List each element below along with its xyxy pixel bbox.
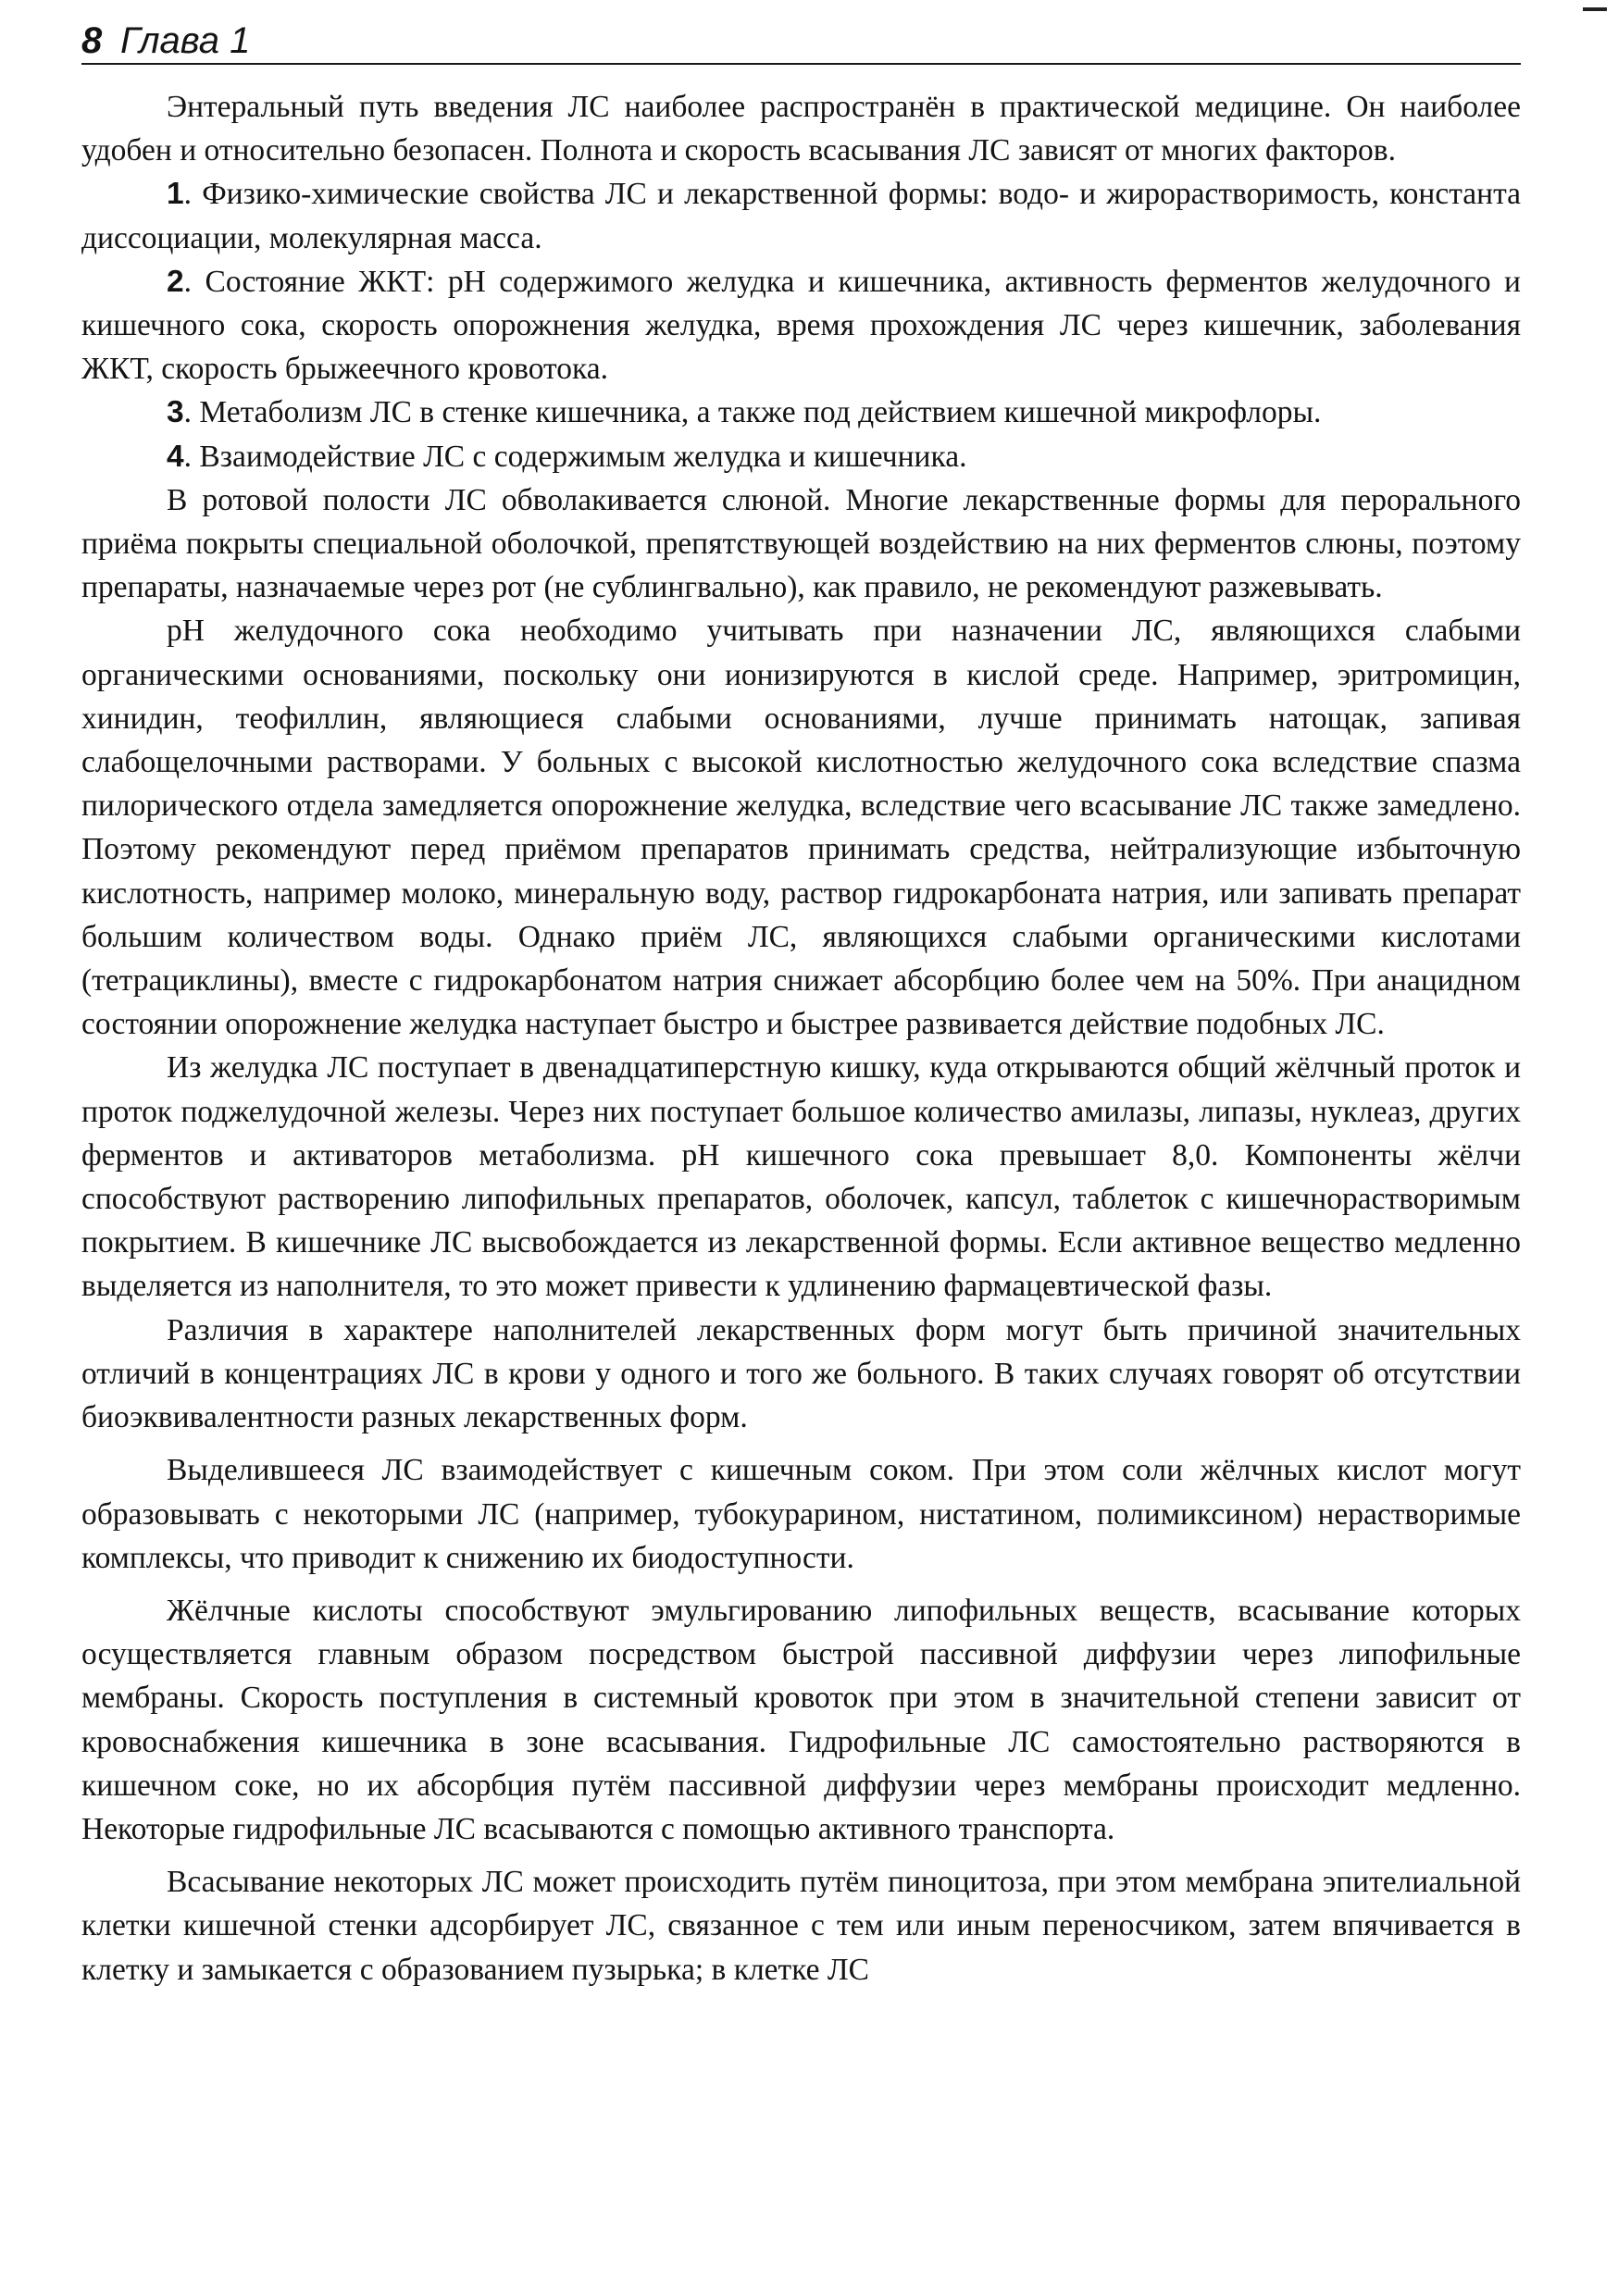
item-number: 2 [167,264,184,299]
factor-item-4: 4. Взаимодействие ЛС с содержимым желудка и кишечника. [167,439,967,474]
paragraph-gastric-ph: рН желудочного сока необходимо учитывать при назначении ЛС, являющихся слабыми органическими основаниями, поскольку они ионизируются в кислой среде. Например, эритромицин, хинидин, теофиллин, являющиеся слабыми основаниями, лучше принимать натощак, запивая слабощелочными растворами. У больных с высокой кислотностью желудочного сока вследствие спазма пилорического отдела замедляется опорожнение желудка, вследствие чего всасывание ЛС также замедлено. Поэтому рекомендуют перед приёмом препаратов принимать средства, нейтрализующие избыточную кислотность, например молоко, минеральную воду, раствор гидрокарбоната натрия, или запивать препарат большим количеством воды. Однако приём ЛС, являющихся слабыми органическими кислотами (тетрациклины), вместе с гидрокарбонатом натрия снижает абсорбцию более чем на 50%. При анацидном состоянии опорожнение желудка наступает быстро и быстрее развивается действие подобных ЛС. [81,614,1521,1042]
factor-item-2: 2. Состояние ЖКТ: рН содержимого желудка и кишечника, активность ферментов желудочного и кишечного сока, скорость опорожнения желудка, время прохождения ЛС через кишечник, заболевания ЖКТ, скорость брыжеечного кровотока. [81,264,1521,387]
page-header [81,19,1521,65]
paragraph-duodenum: Из желудка ЛС поступает в двенадцатиперстную кишку, куда открываются общий жёлчный проток и проток поджелудочной железы. Через них поступает большое количество амилазы, липазы, нуклеаз, других ферментов и активаторов метаболизма. рН кишечного сока превышает 8,0. Компоненты жёлчи способствуют растворению липофильных препаратов, оболочек, капсул, таблеток с кишечнорастворимым покрытием. В кишечнике ЛС высвобождается из лекарственной формы. Если активное вещество медленно выделяется из наполнителя, то это может привести к удлинению фармацевтической фазы. [81,1050,1521,1304]
body-text [81,85,1521,1992]
item-number: 3 [167,395,184,430]
factor-item-3: 3. Метаболизм ЛС в стенке кишечника, а также под действием кишечной микрофлоры. [167,395,1322,430]
paragraph-fillers: Различия в характере наполнителей лекарственных форм могут быть причиной значительных отличий в концентрациях ЛС в крови у одного и того же больного. В таких случаях говорят об отсутствии биоэквивалентности разных лекарственных форм. [81,1312,1521,1435]
factor-item-1: 1. Физико-химические свойства ЛС и лекарственной формы: водо- и жирорастворимость, константа диссоциации, молекулярная масса. [81,177,1521,255]
paragraph-pinocytosis: Всасывание некоторых ЛС может происходить путём пиноцитоза, при этом мембрана эпителиальной клетки кишечной стенки адсорбирует ЛС, связанное с тем или иным переносчиком, затем впячивается в клетку и замыкается с образованием пузырька; в клетке ЛС [81,1865,1521,1987]
paragraph-oral-cavity: В ротовой полости ЛС обволакивается слюной. Многие лекарственные формы для перорального приёма покрыты специальной оболочкой, препятствующей воздействию на них ферментов слюны, поэтому препараты, назначаемые через рот (не сублингвально), как правило, не рекомендуют разжевывать. [81,482,1521,605]
item-number: 1 [167,177,184,212]
paragraph-bile-acids: Жёлчные кислоты способствуют эмульгированию липофильных веществ, всасывание которых осуществляется главным образом посредством быстрой пассивной диффузии через липофильные мембраны. Скорость поступления в системный кровоток при этом в значительной степени зависит от кровоснабжения кишечника в зоне всасывания. Гидрофильные ЛС самостоятельно растворяются в кишечном соке, но их абсорбция путём пассивной диффузии через мембраны происходит медленно. Некоторые гидрофильные ЛС всасываются с помощью активного транспорта. [81,1593,1521,1846]
chapter-title: Глава 1 [120,20,251,61]
page-number: 8 [81,20,103,61]
paragraph-bile-salts: Выделившееся ЛС взаимодействует с кишечным соком. При этом соли жёлчных кислот могут образовывать с некоторыми ЛС (например, тубокурарином, нистатином, полимиксином) нерастворимые комплексы, что приводит к снижению их биодоступности. [81,1453,1521,1575]
corner-mark [1583,7,1607,11]
item-number: 4 [167,439,184,474]
paragraph-1: Энтеральный путь введения ЛС наиболее распространён в практической медицине. Он наиболее удобен и относительно безопасен. Полнота и скорость всасывания ЛС зависят от многих факторов. [81,90,1521,168]
